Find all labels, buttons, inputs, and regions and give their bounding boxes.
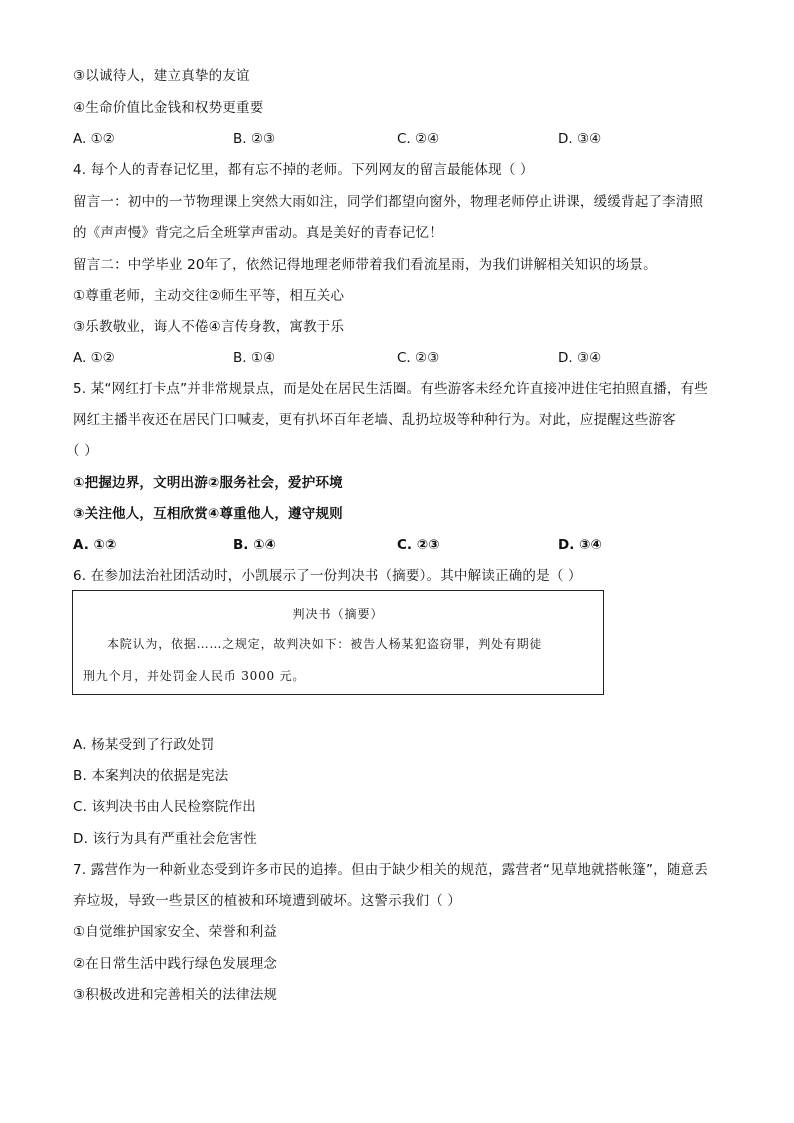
judgment-box bbox=[72, 590, 604, 695]
q3-statement-3: ③以诚待人，建立真挚的友谊 bbox=[73, 68, 250, 84]
q6-option-b: B. 本案判决的依据是宪法 bbox=[73, 768, 229, 784]
q4-stem: 4. 每个人的青春记忆里，都有忘不掉的老师。下列网友的留言最能体现（ ） bbox=[73, 162, 534, 178]
q4-option-b: B. ①④ bbox=[233, 350, 276, 366]
q3-statement-4: ④生命价值比金钱和权势更重要 bbox=[73, 100, 264, 116]
q7-stem-line-1: 7. 露营作为一种新业态受到许多市民的追捧。但由于缺少相关的规范，露营者“见草地就搭帐篷”，随意丢 bbox=[73, 862, 708, 878]
q4-message-1-line-1: 留言一：初中的一节物理课上突然大雨如注，同学们都望向窗外，物理老师停止讲课，缓缓背起了李清照 bbox=[73, 194, 704, 210]
q3-option-b: B. ②③ bbox=[233, 131, 276, 147]
judgment-title: 判决书（摘要） bbox=[292, 607, 384, 621]
q5-option-c: C. ②③ bbox=[397, 537, 440, 553]
q6-stem: 6. 在参加法治社团活动时，小凯展示了一份判决书（摘要）。其中解读正确的是（ ） bbox=[73, 568, 582, 584]
q4-statements-1: ①尊重老师，主动交往②师生平等，相互关心 bbox=[73, 288, 345, 304]
q5-option-b: B. ①④ bbox=[233, 537, 276, 553]
q7-statement-3: ③积极改进和完善相关的法律法规 bbox=[73, 987, 278, 1003]
q5-stem-line-1: 5. 某“网红打卡点”并非常规景点，而是处在居民生活圈。有些游客未经允许直接冲进住宅拍照直播，有些 bbox=[73, 381, 708, 397]
q4-option-d: D. ③④ bbox=[558, 350, 602, 366]
q7-statement-2: ②在日常生活中践行绿色发展理念 bbox=[73, 956, 278, 972]
q4-message-1-line-2: 的《声声慢》背完之后全班掌声雷动。真是美好的青春记忆！ bbox=[73, 225, 443, 241]
q6-option-c: C. 该判决书由人民检察院作出 bbox=[73, 799, 257, 815]
q3-option-a: A. ①② bbox=[73, 131, 115, 147]
judgment-line-2: 刑九个月，并处罚金人民币 3000 元。 bbox=[83, 669, 306, 683]
q5-stem-line-2: 网红主播半夜还在居民门口喊麦，更有扒坏百年老墙、乱扔垃圾等种种行为。对此，应提醒这些游客 bbox=[73, 412, 676, 428]
q6-option-d: D. 该行为具有严重社会危害性 bbox=[73, 831, 257, 847]
q3-option-d: D. ③④ bbox=[558, 131, 602, 147]
q5-option-a: A. ①② bbox=[73, 537, 117, 553]
q5-stem-line-3: （ ） bbox=[66, 443, 98, 459]
q3-option-c: C. ②④ bbox=[397, 131, 440, 147]
q7-stem-line-2: 弃垃圾，导致一些景区的植被和环境遭到破坏。这警示我们（ ） bbox=[73, 893, 462, 909]
q4-option-c: C. ②③ bbox=[397, 350, 440, 366]
q4-option-a: A. ①② bbox=[73, 350, 115, 366]
q6-option-a: A. 杨某受到了行政处罚 bbox=[73, 737, 215, 753]
q5-option-d: D. ③④ bbox=[558, 537, 602, 553]
judgment-line-1: 本院认为，依据……之规定，故判决如下：被告人杨某犯盗窃罪，判处有期徒 bbox=[107, 637, 543, 651]
q5-statements-1: ①把握边界，文明出游②服务社会，爱护环境 bbox=[73, 475, 343, 491]
q4-message-2: 留言二：中学毕业 20年了，依然记得地理老师带着我们看流星雨，为我们讲解相关知识的场景。 bbox=[73, 257, 657, 273]
q7-statement-1: ①自觉维护国家安全、荣誉和利益 bbox=[73, 924, 278, 940]
q4-statements-2: ③乐教敬业，诲人不倦④言传身教，寓教于乐 bbox=[73, 319, 345, 335]
q5-statements-2: ③关注他人，互相欣赏④尊重他人，遵守规则 bbox=[73, 506, 343, 522]
